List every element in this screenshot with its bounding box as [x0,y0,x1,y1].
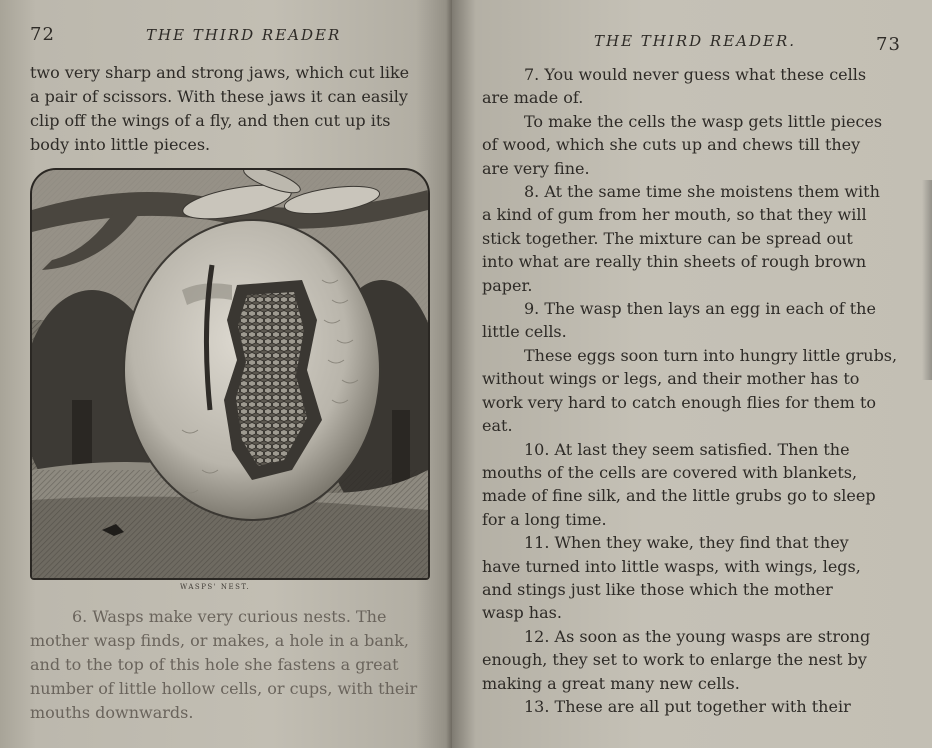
text-line: 11. When they wake, they find that they [524,533,849,553]
text-line: work very hard to catch enough flies for them to [482,392,876,412]
text-line: enough, they set to work to enlarge the nest by [482,650,867,670]
text-line: are very fine. [482,158,590,178]
right-page-text [482,63,897,718]
right-page-number: 73 [876,34,901,55]
text-line: paper. [482,275,533,295]
text-line: a kind of gum from her mouth, so that they will [482,205,867,225]
text-line: of wood, which she cuts up and chews till they [482,135,861,155]
text-line: have turned into little wasps, with wings, legs, [482,556,861,576]
figure-caption: WASPS' NEST. [180,583,251,591]
text-line: and to the top of this hole she fastens a great [30,655,399,674]
text-line: wasp has. [482,603,562,623]
text-line: 12. As soon as the young wasps are strong [524,626,871,646]
left-top-text [30,61,409,157]
text-line: mouths of the cells are covered with blankets, [482,462,858,482]
text-line: eat. [482,416,513,436]
left-paragraph-6 [30,605,417,725]
right-page [452,0,932,748]
page-edge-shadow [922,180,932,380]
text-line: mother wasp finds, or makes, a hole in a bank, [30,631,409,650]
text-line: are made of. [482,88,584,108]
text-line: made of fine silk, and the little grubs go to sleep [482,486,876,506]
text-line: 8. At the same time she moistens them with [524,182,880,202]
text-line: body into little pieces. [30,135,211,154]
text-line: without wings or legs, and their mother has to [482,369,860,389]
text-line: number of little hollow cells, or cups, with their [30,679,418,698]
text-line: for a long time. [482,509,607,529]
text-line: clip off the wings of a fly, and then cut up its [30,111,391,130]
text-line: making a great many new cells. [482,673,740,693]
text-line: These eggs soon turn into hungry little grubs, [524,345,898,365]
text-line: 6. Wasps make very curious nests. The [72,607,387,626]
text-line: mouths downwards. [30,703,194,722]
text-line: To make the cells the wasp gets little pieces [524,111,883,131]
text-line: two very sharp and strong jaws, which cut like [30,63,410,82]
text-line: a pair of scissors. With these jaws it can easily [30,87,408,106]
text-line: 7. You would never guess what these cells [524,65,867,84]
left-page [0,0,452,748]
text-line: and stings just like those which the mother [482,579,833,599]
engraving-drawing [32,170,428,578]
left-page-number: 72 [30,24,55,45]
wasps-nest-illustration [30,168,430,580]
left-running-head: THE THIRD READER [146,26,342,44]
text-line: 9. The wasp then lays an egg in each of the [524,299,876,319]
text-line: into what are really thin sheets of rough brown [482,252,867,272]
text-line: 13. These are all put together with their [524,696,851,716]
text-line: 10. At last they seem satisfied. Then the [524,439,850,459]
right-running-head: THE THIRD READER. [594,32,797,50]
text-line: little cells. [482,322,567,342]
text-line: stick together. The mixture can be spread out [482,228,853,248]
